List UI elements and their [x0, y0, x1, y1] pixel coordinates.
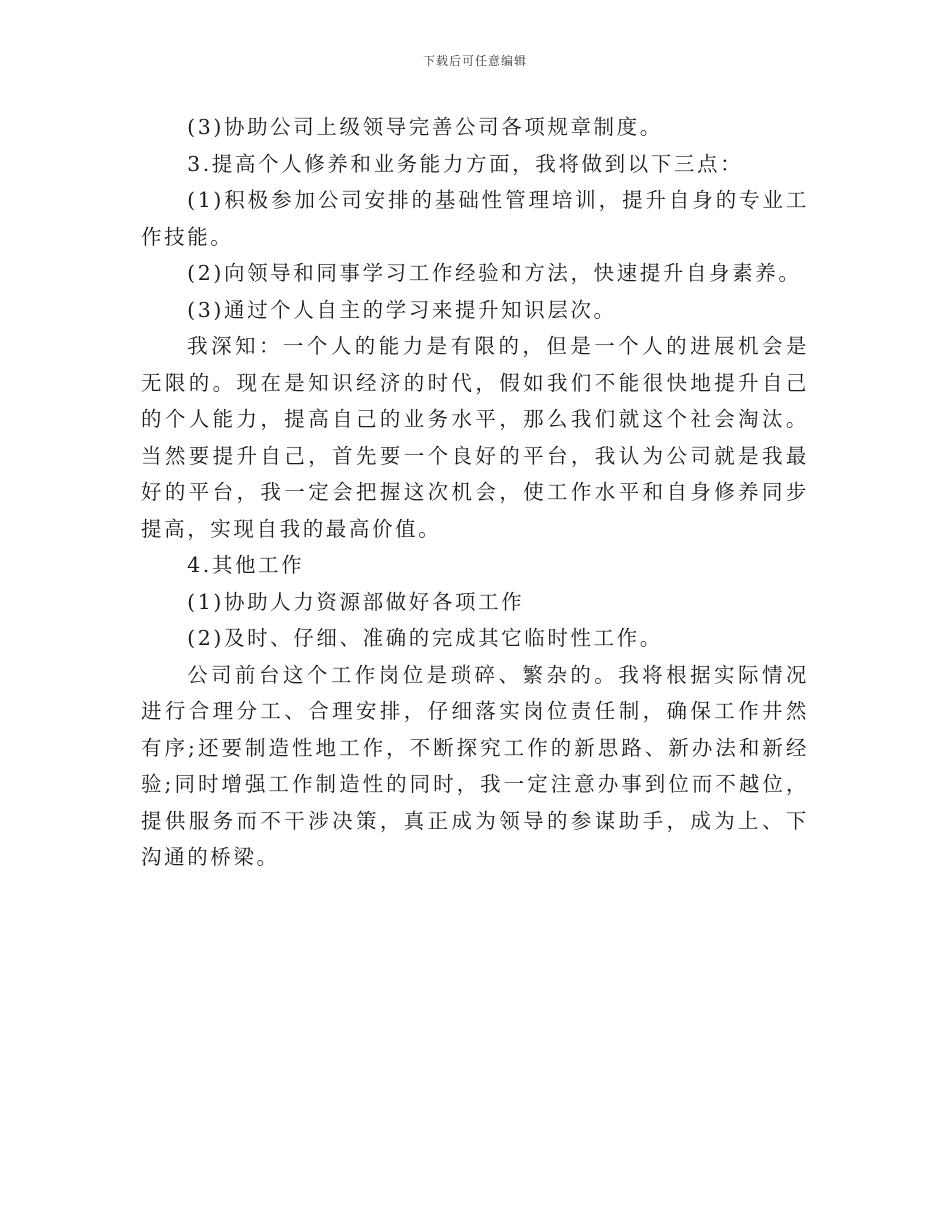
paragraph-item-3-self-study: (3)通过个人自主的学习来提升知识层次。: [187, 297, 617, 322]
section-heading-other-work: 4.其他工作: [187, 553, 305, 577]
paragraph-item-2-temporary-work: (2)及时、仔细、准确的完成其它临时性工作。: [187, 626, 663, 650]
section-heading-personal-development: 3.提高个人修养和业务能力方面，我将做到以下三点：: [187, 151, 744, 176]
document-body: [141, 109, 809, 876]
page-header: 下载后可任意编辑: [422, 54, 527, 68]
paragraph-item-2-learn-from-colleagues: (2)向领导和同事学习工作经验和方法，快速提升自身素养。: [187, 261, 802, 285]
paragraph-self-reflection: 我深知：一个人的能力是有限的，但是一个人的进展机会是无限的。现在是知识经济的时代，假如我们不能很快地提升自己的个人能力，提高自己的业务水平，那么我们就这个社会淘汰。当然要提升自己，首先要一个良好的平台，我认为公司就是我最好的平台，我一定会把握这次机会，使工作水平和自身修养同步提高，实现自我的最高价值。: [141, 334, 809, 541]
paragraph-item-1-training: (1)积极参加公司安排的基础性管理培训，提升自身的专业工作技能。: [141, 188, 809, 249]
paragraph-item-3-improve-rules: (3)协助公司上级领导完善公司各项规章制度。: [187, 115, 663, 139]
paragraph-conclusion: 公司前台这个工作岗位是琐碎、繁杂的。我将根据实际情况进行合理分工、合理安排，仔细落实岗位责任制，确保工作井然有序;还要制造性地工作，不断探究工作的新思路、新办法和新经验;同时增强工作制造性的同时，我一定注意办事到位而不越位，提供服务而不干涉决策，真正成为领导的参谋助手，成为上、下沟通的桥梁。: [141, 662, 809, 869]
paragraph-item-1-assist-hr: (1)协助人力资源部做好各项工作: [187, 589, 525, 614]
